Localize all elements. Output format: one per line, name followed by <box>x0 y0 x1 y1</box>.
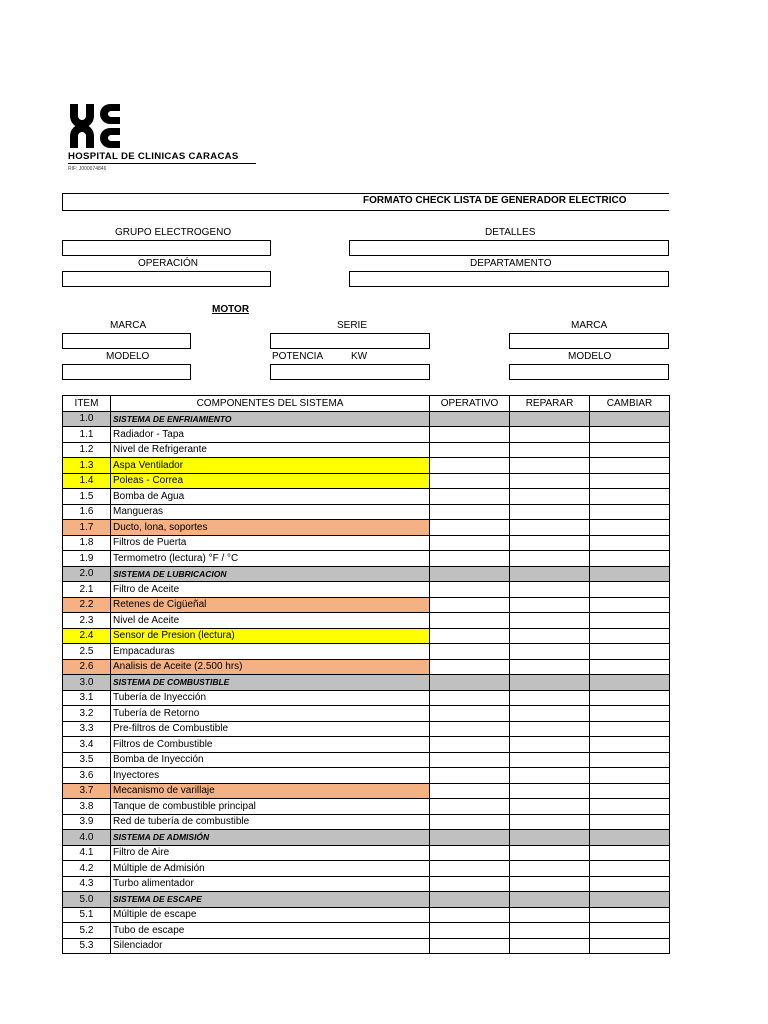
reparar-cell[interactable] <box>510 628 590 644</box>
marca-label-1: MARCA <box>110 320 147 331</box>
component-name: Filtros de Combustible <box>111 737 430 753</box>
component-name: SISTEMA DE ENFRIAMIENTO <box>111 411 430 427</box>
item-number: 5.1 <box>63 907 111 923</box>
item-number: 1.7 <box>63 520 111 536</box>
reparar-cell[interactable] <box>510 845 590 861</box>
item-number: 3.7 <box>63 783 111 799</box>
table-row <box>63 938 670 954</box>
item-number: 4.0 <box>63 830 111 846</box>
component-name: Poleas - Correa <box>111 473 430 489</box>
table-row <box>63 489 670 505</box>
item-number: 3.8 <box>63 799 111 815</box>
cambiar-cell[interactable] <box>590 768 670 784</box>
cambiar-cell[interactable] <box>590 690 670 706</box>
operativo-cell[interactable] <box>430 768 510 784</box>
table-row <box>63 597 670 613</box>
table-row <box>63 814 670 830</box>
item-number: 3.1 <box>63 690 111 706</box>
item-number: 1.8 <box>63 535 111 551</box>
table-row <box>63 752 670 768</box>
item-number: 3.9 <box>63 814 111 830</box>
operativo-cell[interactable] <box>430 442 510 458</box>
cambiar-cell[interactable] <box>590 427 670 443</box>
item-number: 1.4 <box>63 473 111 489</box>
serie-label: SERIE <box>337 320 368 331</box>
component-name: Empacaduras <box>111 644 430 660</box>
component-name: Tanque de combustible principal <box>111 799 430 815</box>
cambiar-cell[interactable] <box>590 489 670 505</box>
table-row <box>63 535 670 551</box>
table-row <box>63 845 670 861</box>
reparar-cell[interactable] <box>510 737 590 753</box>
item-number: 1.2 <box>63 442 111 458</box>
component-name: Termometro (lectura) °F / °C <box>111 551 430 567</box>
operativo-cell[interactable] <box>430 411 510 427</box>
operativo-cell[interactable] <box>430 520 510 536</box>
operativo-cell[interactable] <box>430 938 510 954</box>
grupo-field[interactable] <box>62 240 271 256</box>
table-row <box>63 876 670 892</box>
reparar-cell[interactable] <box>510 768 590 784</box>
reparar-cell[interactable] <box>510 644 590 660</box>
header-reparar: REPARAR <box>510 396 590 412</box>
operativo-cell[interactable] <box>430 628 510 644</box>
component-name: Tubería de Retorno <box>111 706 430 722</box>
reparar-cell[interactable] <box>510 861 590 877</box>
operativo-cell[interactable] <box>430 535 510 551</box>
item-number: 3.0 <box>63 675 111 691</box>
table-row <box>63 551 670 567</box>
component-name: Analisis de Aceite (2.500 hrs) <box>111 659 430 675</box>
section-row <box>63 892 670 908</box>
component-name: Radiador - Tapa <box>111 427 430 443</box>
component-name: Tubo de escape <box>111 923 430 939</box>
operativo-cell[interactable] <box>430 830 510 846</box>
header-operativo: OPERATIVO <box>430 396 510 412</box>
section-row <box>63 830 670 846</box>
operativo-cell[interactable] <box>430 814 510 830</box>
reparar-cell[interactable] <box>510 489 590 505</box>
operativo-cell[interactable] <box>430 566 510 582</box>
operativo-cell[interactable] <box>430 721 510 737</box>
modelo-label-1: MODELO <box>106 351 150 362</box>
item-number: 1.5 <box>63 489 111 505</box>
potencia-label: POTENCIA <box>272 351 324 362</box>
hospital-logo <box>66 104 258 176</box>
hospital-name: HOSPITAL DE CLINICAS CARACAS <box>68 151 239 162</box>
detalles-label: DETALLES <box>485 227 536 238</box>
serie-field[interactable] <box>270 333 430 349</box>
cambiar-cell[interactable] <box>590 458 670 474</box>
component-name: SISTEMA DE ADMISIÓN <box>111 830 430 846</box>
table-row <box>63 427 670 443</box>
component-name: Filtro de Aceite <box>111 582 430 598</box>
section-row <box>63 566 670 582</box>
item-number: 2.3 <box>63 613 111 629</box>
table-row <box>63 659 670 675</box>
table-row <box>63 907 670 923</box>
component-name: Filtro de Aire <box>111 845 430 861</box>
reparar-cell[interactable] <box>510 659 590 675</box>
table-row <box>63 799 670 815</box>
reparar-cell[interactable] <box>510 938 590 954</box>
header-componentes: COMPONENTES DEL SISTEMA <box>111 396 430 412</box>
table-row <box>63 442 670 458</box>
cambiar-cell[interactable] <box>590 659 670 675</box>
marca-label-2: MARCA <box>571 320 608 331</box>
table-row <box>63 783 670 799</box>
header-cambiar: CAMBIAR <box>590 396 670 412</box>
cambiar-cell[interactable] <box>590 721 670 737</box>
item-number: 1.0 <box>63 411 111 427</box>
component-name: Ducto, lona, soportes <box>111 520 430 536</box>
component-name: Nivel de Refrigerante <box>111 442 430 458</box>
reparar-cell[interactable] <box>510 876 590 892</box>
form-title: FORMATO CHECK LISTA DE GENERADOR ELECTRICO <box>363 195 627 206</box>
cambiar-cell[interactable] <box>590 830 670 846</box>
component-name: Filtros de Puerta <box>111 535 430 551</box>
item-number: 2.1 <box>63 582 111 598</box>
checklist-table <box>62 395 670 954</box>
reparar-cell[interactable] <box>510 907 590 923</box>
reparar-cell[interactable] <box>510 783 590 799</box>
component-name: Múltiple de Admisión <box>111 861 430 877</box>
item-number: 3.5 <box>63 752 111 768</box>
kw-label: KW <box>351 351 368 362</box>
cambiar-cell[interactable] <box>590 783 670 799</box>
departamento-field[interactable] <box>349 271 669 287</box>
component-name: Bomba de Inyección <box>111 752 430 768</box>
cambiar-cell[interactable] <box>590 799 670 815</box>
table-row <box>63 613 670 629</box>
operativo-cell[interactable] <box>430 752 510 768</box>
component-name: Mecanismo de varillaje <box>111 783 430 799</box>
reparar-cell[interactable] <box>510 597 590 613</box>
cambiar-cell[interactable] <box>590 892 670 908</box>
operacion-field[interactable] <box>62 271 271 287</box>
item-number: 1.3 <box>63 458 111 474</box>
modelo-field-2[interactable] <box>509 364 669 380</box>
component-name: Tubería de Inyección <box>111 690 430 706</box>
cambiar-cell[interactable] <box>590 907 670 923</box>
motor-heading: MOTOR <box>212 304 250 315</box>
operativo-cell[interactable] <box>430 644 510 660</box>
table-row <box>63 520 670 536</box>
operativo-cell[interactable] <box>430 737 510 753</box>
reparar-cell[interactable] <box>510 892 590 908</box>
item-number: 5.3 <box>63 938 111 954</box>
item-number: 3.3 <box>63 721 111 737</box>
cambiar-cell[interactable] <box>590 675 670 691</box>
item-number: 2.4 <box>63 628 111 644</box>
cambiar-cell[interactable] <box>590 504 670 520</box>
potencia-field[interactable] <box>270 364 430 380</box>
reparar-cell[interactable] <box>510 520 590 536</box>
logo-rule <box>68 163 256 164</box>
item-number: 2.2 <box>63 597 111 613</box>
item-number: 1.6 <box>63 504 111 520</box>
reparar-cell[interactable] <box>510 752 590 768</box>
item-number: 5.2 <box>63 923 111 939</box>
item-number: 4.3 <box>63 876 111 892</box>
cambiar-cell[interactable] <box>590 566 670 582</box>
header-item: ITEM <box>63 396 111 412</box>
operativo-cell[interactable] <box>430 613 510 629</box>
item-number: 3.2 <box>63 706 111 722</box>
item-number: 4.1 <box>63 845 111 861</box>
operativo-cell[interactable] <box>430 892 510 908</box>
cambiar-cell[interactable] <box>590 520 670 536</box>
item-number: 2.5 <box>63 644 111 660</box>
component-name: Silenciador <box>111 938 430 954</box>
table-row <box>63 582 670 598</box>
table-header-row <box>63 396 670 412</box>
cambiar-cell[interactable] <box>590 845 670 861</box>
component-name: Retenes de Cigüeñal <box>111 597 430 613</box>
cambiar-cell[interactable] <box>590 551 670 567</box>
marca-field-1[interactable] <box>62 333 191 349</box>
component-name: SISTEMA DE COMBUSTIBLE <box>111 675 430 691</box>
operativo-cell[interactable] <box>430 799 510 815</box>
item-number: 1.1 <box>63 427 111 443</box>
table-row <box>63 473 670 489</box>
modelo-label-2: MODELO <box>568 351 612 362</box>
item-number: 2.6 <box>63 659 111 675</box>
cambiar-cell[interactable] <box>590 613 670 629</box>
departamento-label: DEPARTAMENTO <box>470 258 552 269</box>
reparar-cell[interactable] <box>510 799 590 815</box>
component-name: SISTEMA DE ESCAPE <box>111 892 430 908</box>
operativo-cell[interactable] <box>430 845 510 861</box>
reparar-cell[interactable] <box>510 690 590 706</box>
reparar-cell[interactable] <box>510 923 590 939</box>
marca-field-2[interactable] <box>509 333 669 349</box>
detalles-field[interactable] <box>349 240 669 256</box>
logo-mark <box>70 104 130 150</box>
component-name: Turbo alimentador <box>111 876 430 892</box>
reparar-cell[interactable] <box>510 504 590 520</box>
table-row <box>63 690 670 706</box>
operativo-cell[interactable] <box>430 783 510 799</box>
operativo-cell[interactable] <box>430 582 510 598</box>
reparar-cell[interactable] <box>510 613 590 629</box>
reparar-cell[interactable] <box>510 458 590 474</box>
cambiar-cell[interactable] <box>590 644 670 660</box>
component-name: SISTEMA DE LUBRICACION <box>111 566 430 582</box>
operativo-cell[interactable] <box>430 551 510 567</box>
table-row <box>63 861 670 877</box>
modelo-field-1[interactable] <box>62 364 191 380</box>
component-name: Nivel de Aceite <box>111 613 430 629</box>
table-row <box>63 644 670 660</box>
reparar-cell[interactable] <box>510 551 590 567</box>
cambiar-cell[interactable] <box>590 582 670 598</box>
item-number: 5.0 <box>63 892 111 908</box>
form-title-bar <box>62 193 669 211</box>
component-name: Red de tubería de combustible <box>111 814 430 830</box>
cambiar-cell[interactable] <box>590 737 670 753</box>
reparar-cell[interactable] <box>510 411 590 427</box>
reparar-cell[interactable] <box>510 442 590 458</box>
component-name: Bomba de Agua <box>111 489 430 505</box>
cambiar-cell[interactable] <box>590 923 670 939</box>
component-name: Múltiple de escape <box>111 907 430 923</box>
operativo-cell[interactable] <box>430 675 510 691</box>
reparar-cell[interactable] <box>510 473 590 489</box>
item-number: 3.4 <box>63 737 111 753</box>
reparar-cell[interactable] <box>510 427 590 443</box>
operativo-cell[interactable] <box>430 861 510 877</box>
component-name: Sensor de Presion (lectura) <box>111 628 430 644</box>
table-row <box>63 628 670 644</box>
operativo-cell[interactable] <box>430 706 510 722</box>
cambiar-cell[interactable] <box>590 473 670 489</box>
reparar-cell[interactable] <box>510 675 590 691</box>
cambiar-cell[interactable] <box>590 442 670 458</box>
table-row <box>63 737 670 753</box>
table-row <box>63 768 670 784</box>
table-row <box>63 923 670 939</box>
hospital-rif: RIF: J000074846 <box>68 166 107 172</box>
cambiar-cell[interactable] <box>590 628 670 644</box>
item-number: 4.2 <box>63 861 111 877</box>
reparar-cell[interactable] <box>510 814 590 830</box>
grupo-label: GRUPO ELECTROGENO <box>115 227 232 238</box>
component-name: Aspa Ventilador <box>111 458 430 474</box>
component-name: Inyectores <box>111 768 430 784</box>
operativo-cell[interactable] <box>430 876 510 892</box>
item-number: 2.0 <box>63 566 111 582</box>
reparar-cell[interactable] <box>510 535 590 551</box>
table-row <box>63 721 670 737</box>
operativo-cell[interactable] <box>430 659 510 675</box>
reparar-cell[interactable] <box>510 706 590 722</box>
reparar-cell[interactable] <box>510 830 590 846</box>
table-row <box>63 458 670 474</box>
cambiar-cell[interactable] <box>590 411 670 427</box>
operativo-cell[interactable] <box>430 489 510 505</box>
cambiar-cell[interactable] <box>590 706 670 722</box>
cambiar-cell[interactable] <box>590 938 670 954</box>
table-row <box>63 504 670 520</box>
item-number: 1.9 <box>63 551 111 567</box>
operativo-cell[interactable] <box>430 690 510 706</box>
operativo-cell[interactable] <box>430 427 510 443</box>
operativo-cell[interactable] <box>430 458 510 474</box>
section-row <box>63 411 670 427</box>
table-row <box>63 706 670 722</box>
item-number: 3.6 <box>63 768 111 784</box>
operativo-cell[interactable] <box>430 907 510 923</box>
reparar-cell[interactable] <box>510 582 590 598</box>
reparar-cell[interactable] <box>510 721 590 737</box>
cambiar-cell[interactable] <box>590 535 670 551</box>
cambiar-cell[interactable] <box>590 876 670 892</box>
cambiar-cell[interactable] <box>590 597 670 613</box>
operativo-cell[interactable] <box>430 597 510 613</box>
operativo-cell[interactable] <box>430 504 510 520</box>
operativo-cell[interactable] <box>430 923 510 939</box>
cambiar-cell[interactable] <box>590 752 670 768</box>
operacion-label: OPERACIÓN <box>138 258 199 269</box>
component-name: Mangueras <box>111 504 430 520</box>
reparar-cell[interactable] <box>510 566 590 582</box>
cambiar-cell[interactable] <box>590 861 670 877</box>
operativo-cell[interactable] <box>430 473 510 489</box>
component-name: Pre-filtros de Combustible <box>111 721 430 737</box>
section-row <box>63 675 670 691</box>
cambiar-cell[interactable] <box>590 814 670 830</box>
